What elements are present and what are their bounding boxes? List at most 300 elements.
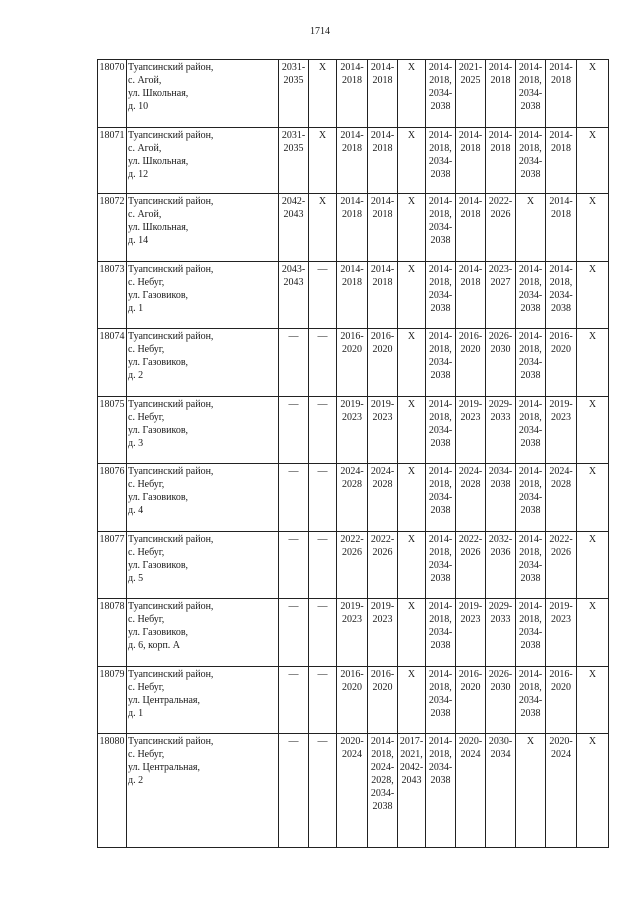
term-cell	[546, 397, 577, 464]
term-line: 2038	[430, 640, 451, 651]
term-line: 2019-	[458, 399, 483, 410]
term-cell	[426, 262, 456, 329]
row-id: 18079	[98, 667, 127, 734]
address-line: ул. Центральная,	[128, 695, 201, 706]
term-cell	[398, 397, 426, 464]
table-row	[98, 667, 609, 734]
term-cell	[486, 194, 516, 262]
term-cell	[337, 532, 368, 599]
table-row	[98, 532, 609, 599]
term-line: 2018,	[519, 614, 542, 625]
term-cell	[486, 734, 516, 848]
term-line: 2038	[520, 370, 541, 381]
term-cell	[486, 262, 516, 329]
term-line: 2023	[551, 614, 571, 625]
term-line: 2018	[460, 143, 481, 154]
term-line: X	[588, 130, 597, 141]
term-line: 2014-	[340, 196, 364, 207]
term-cell	[279, 128, 309, 194]
term-cell	[456, 60, 486, 128]
term-cell	[546, 194, 577, 262]
term-line: 2034-	[518, 695, 543, 706]
term-cell	[546, 532, 577, 599]
term-line: 2018,	[429, 479, 452, 490]
address-line: Туапсинский район,	[128, 62, 214, 73]
term-cell	[279, 194, 309, 262]
term-line: 2014-	[518, 130, 543, 141]
term-cell	[486, 60, 516, 128]
term-line: 2023	[372, 614, 393, 625]
term-line: 2026-	[488, 669, 513, 680]
term-line: 2014-	[518, 264, 543, 275]
term-cell	[546, 734, 577, 848]
term-cell	[456, 329, 486, 397]
term-line: 2014-	[549, 196, 573, 207]
term-cell	[486, 667, 516, 734]
term-line: X	[588, 264, 597, 275]
term-cell	[398, 734, 426, 848]
term-line: 2018,	[429, 749, 452, 760]
term-line: 2038	[520, 708, 541, 719]
term-line: 2023	[460, 614, 481, 625]
term-line: 2016-	[549, 669, 573, 680]
address-line: ул. Школьная,	[128, 88, 189, 99]
page-number: 1714	[310, 26, 330, 37]
term-cell	[426, 667, 456, 734]
term-line: 2018	[460, 277, 481, 288]
term-line: X	[407, 534, 416, 545]
address-line: ул. Газовиков,	[128, 357, 189, 368]
term-line: 2019-	[549, 399, 573, 410]
term-line: 2026	[551, 547, 571, 558]
address-line: ул. Газовиков,	[128, 492, 189, 503]
term-line: 2018	[460, 209, 481, 220]
term-line: X	[318, 130, 327, 141]
term-line: 2018	[342, 277, 362, 288]
address-line: д. 5	[128, 573, 144, 584]
address-line: с. Агой,	[128, 143, 162, 154]
term-line: 2038	[430, 775, 451, 786]
term-line: 2018,	[429, 143, 452, 154]
term-line: X	[407, 62, 416, 73]
term-cell	[577, 464, 609, 532]
term-line: 2018	[490, 143, 511, 154]
term-cell	[486, 599, 516, 667]
term-line: 2022-	[549, 534, 573, 545]
term-line: 2043	[283, 209, 304, 220]
address-cell	[127, 397, 279, 464]
term-line: X	[588, 669, 597, 680]
term-cell	[398, 464, 426, 532]
term-cell	[426, 329, 456, 397]
term-cell	[516, 532, 546, 599]
term-cell	[516, 397, 546, 464]
term-cell	[368, 60, 398, 128]
address-cell	[127, 532, 279, 599]
term-cell	[309, 128, 337, 194]
term-line: 2042-	[281, 196, 306, 207]
term-line: 2018,	[429, 209, 452, 220]
term-cell	[456, 532, 486, 599]
term-line: 2024	[460, 749, 481, 760]
term-cell	[368, 329, 398, 397]
term-line: 2018,	[519, 412, 542, 423]
term-line: 2030-	[488, 736, 513, 747]
term-cell	[309, 667, 337, 734]
address-cell	[127, 194, 279, 262]
term-line: 2022-	[340, 534, 364, 545]
table-row	[98, 329, 609, 397]
term-line: 2020	[551, 682, 571, 693]
term-cell	[337, 397, 368, 464]
term-line: 2018	[372, 209, 393, 220]
term-line: 2018	[551, 75, 571, 86]
term-cell	[279, 329, 309, 397]
term-cell	[516, 128, 546, 194]
term-cell	[456, 262, 486, 329]
term-line: 2018,	[519, 682, 542, 693]
term-line: —	[317, 331, 328, 342]
row-id: 18074	[98, 329, 127, 397]
term-line: 2023	[342, 614, 362, 625]
term-cell	[368, 599, 398, 667]
term-cell	[398, 667, 426, 734]
term-cell	[279, 734, 309, 848]
table-row	[98, 599, 609, 667]
term-line: X	[318, 62, 327, 73]
term-line: —	[288, 669, 299, 680]
term-line: X	[588, 62, 597, 73]
address-line: ул. Газовиков,	[128, 627, 189, 638]
term-cell	[577, 397, 609, 464]
address-line: д. 6, корп. А	[128, 640, 181, 651]
term-line: 2014-	[518, 399, 543, 410]
term-line: 2034-	[428, 222, 453, 233]
term-line: 2018	[342, 143, 362, 154]
term-cell	[456, 464, 486, 532]
address-line: Туапсинский район,	[128, 264, 214, 275]
term-line: 2031-	[281, 130, 306, 141]
term-cell	[279, 397, 309, 464]
term-line: 2014-	[518, 601, 543, 612]
term-line: 2038	[520, 169, 541, 180]
term-cell	[279, 262, 309, 329]
row-id: 18078	[98, 599, 127, 667]
term-line: 2022-	[488, 196, 513, 207]
term-cell	[279, 667, 309, 734]
address-line: с. Небуг,	[128, 479, 165, 490]
term-cell	[577, 667, 609, 734]
term-line: 2029-	[488, 399, 513, 410]
term-cell	[368, 532, 398, 599]
term-cell	[426, 599, 456, 667]
term-line: 2018	[490, 75, 511, 86]
term-line: 2024-	[370, 762, 395, 773]
term-line: 2027	[490, 277, 511, 288]
term-cell	[486, 329, 516, 397]
term-line: 2032-	[488, 534, 513, 545]
address-line: ул. Газовиков,	[128, 425, 189, 436]
term-cell	[309, 734, 337, 848]
term-line: 2021,	[400, 749, 423, 760]
term-line: 2026	[460, 547, 481, 558]
term-cell	[398, 128, 426, 194]
row-id: 18080	[98, 734, 127, 848]
term-cell	[309, 464, 337, 532]
term-line: —	[317, 399, 328, 410]
term-line: 2023-	[488, 264, 513, 275]
address-line: Туапсинский район,	[128, 736, 214, 747]
term-cell	[398, 599, 426, 667]
term-line: 2024-	[370, 466, 395, 477]
term-cell	[309, 194, 337, 262]
term-line: 2014-	[428, 669, 453, 680]
term-line: 2014-	[518, 466, 543, 477]
term-line: 2034-	[428, 357, 453, 368]
term-line: 2033	[490, 614, 511, 625]
address-line: Туапсинский район,	[128, 196, 214, 207]
term-line: 2016-	[549, 331, 573, 342]
term-line: 2020	[460, 682, 481, 693]
term-line: 2034-	[488, 466, 513, 477]
term-line: 2028	[372, 479, 393, 490]
term-line: 2025	[460, 75, 481, 86]
term-cell	[337, 262, 368, 329]
term-line: 2043-	[281, 264, 306, 275]
term-line: 2020	[372, 344, 393, 355]
term-line: 2038	[430, 438, 451, 449]
term-cell	[546, 262, 577, 329]
term-cell	[309, 329, 337, 397]
term-line: 2019-	[458, 601, 483, 612]
term-line: X	[526, 196, 535, 207]
term-cell	[546, 464, 577, 532]
address-line: д. 2	[128, 370, 144, 381]
term-line: X	[588, 331, 597, 342]
term-cell	[456, 128, 486, 194]
address-line: с. Небуг,	[128, 682, 165, 693]
term-line: 2018,	[429, 412, 452, 423]
term-line: 2034-	[518, 357, 543, 368]
term-line: 2022-	[458, 534, 483, 545]
term-line: 2038	[520, 505, 541, 516]
term-cell	[398, 329, 426, 397]
term-cell	[309, 532, 337, 599]
term-line: —	[288, 399, 299, 410]
address-cell	[127, 262, 279, 329]
address-line: с. Небуг,	[128, 412, 165, 423]
term-line: 2014-	[428, 534, 453, 545]
term-cell	[368, 128, 398, 194]
term-line: —	[317, 669, 328, 680]
term-line: 2014-	[428, 62, 453, 73]
term-line: 2026-	[488, 331, 513, 342]
term-cell	[486, 397, 516, 464]
term-line: 2014-	[518, 669, 543, 680]
table-row	[98, 262, 609, 329]
address-line: Туапсинский район,	[128, 399, 214, 410]
term-line: 2018,	[519, 547, 542, 558]
term-line: 2038	[520, 101, 541, 112]
term-line: 2014-	[458, 264, 483, 275]
term-line: 2020	[372, 682, 393, 693]
term-line: 2038	[430, 235, 451, 246]
term-line: —	[288, 466, 299, 477]
term-cell	[516, 464, 546, 532]
term-line: 2018,	[519, 344, 542, 355]
term-line: 2034-	[428, 695, 453, 706]
term-cell	[486, 464, 516, 532]
term-cell	[279, 532, 309, 599]
term-cell	[577, 128, 609, 194]
term-line: —	[317, 466, 328, 477]
term-line: 2035	[283, 143, 304, 154]
term-cell	[337, 329, 368, 397]
term-line: 2038	[430, 370, 451, 381]
term-line: 2014-	[488, 130, 513, 141]
address-line: Туапсинский район,	[128, 601, 214, 612]
term-line: 2018,	[429, 614, 452, 625]
term-cell	[516, 60, 546, 128]
term-line: 2018,	[519, 479, 542, 490]
address-line: ул. Центральная,	[128, 762, 201, 773]
address-line: с. Агой,	[128, 75, 162, 86]
term-cell	[456, 599, 486, 667]
term-line: 2023	[372, 412, 393, 423]
term-cell	[279, 60, 309, 128]
address-line: ул. Газовиков,	[128, 290, 189, 301]
term-line: 2030	[490, 682, 511, 693]
term-line: 2018,	[371, 749, 394, 760]
term-line: —	[317, 601, 328, 612]
term-line: 2038	[520, 303, 541, 314]
term-cell	[577, 262, 609, 329]
term-line: X	[588, 196, 597, 207]
term-cell	[516, 734, 546, 848]
term-line: 2018	[342, 75, 362, 86]
address-cell	[127, 599, 279, 667]
term-cell	[546, 60, 577, 128]
row-id: 18070	[98, 60, 127, 128]
term-cell	[337, 60, 368, 128]
term-cell	[368, 194, 398, 262]
term-line: X	[588, 534, 597, 545]
address-cell	[127, 464, 279, 532]
term-line: 2016-	[458, 669, 483, 680]
term-cell	[456, 194, 486, 262]
term-cell	[426, 464, 456, 532]
term-line: 2014-	[428, 399, 453, 410]
term-line: 2014-	[458, 130, 483, 141]
term-line: 2014-	[458, 196, 483, 207]
term-line: 2018	[342, 209, 362, 220]
term-line: 2043	[401, 775, 422, 786]
term-line: X	[407, 130, 416, 141]
term-cell	[546, 128, 577, 194]
term-line: 2020-	[549, 736, 573, 747]
term-line: 2020	[342, 682, 362, 693]
row-id: 18073	[98, 262, 127, 329]
term-cell	[426, 128, 456, 194]
term-line: 2034-	[518, 156, 543, 167]
term-cell	[279, 464, 309, 532]
term-line: 2014-	[428, 466, 453, 477]
term-line: 2016-	[340, 669, 364, 680]
term-line: X	[588, 736, 597, 747]
term-cell	[516, 599, 546, 667]
term-line: 2014-	[370, 196, 395, 207]
term-cell	[309, 60, 337, 128]
term-line: 2023	[342, 412, 362, 423]
term-line: 2014-	[428, 736, 453, 747]
address-line: д. 12	[128, 169, 149, 180]
term-line: 2038	[430, 101, 451, 112]
term-cell	[516, 194, 546, 262]
term-line: X	[588, 466, 597, 477]
address-line: Туапсинский район,	[128, 331, 214, 342]
term-cell	[426, 194, 456, 262]
term-line: 2038	[430, 708, 451, 719]
term-cell	[546, 667, 577, 734]
address-cell	[127, 329, 279, 397]
term-line: 2014-	[488, 62, 513, 73]
housing-register-table	[97, 59, 609, 848]
term-line: 2020	[551, 344, 571, 355]
term-line: 2038	[520, 640, 541, 651]
term-cell	[456, 397, 486, 464]
term-line: 2034	[490, 749, 511, 760]
term-line: 2014-	[428, 196, 453, 207]
term-line: 2014-	[370, 62, 395, 73]
term-cell	[337, 599, 368, 667]
term-line: 2034-	[518, 88, 543, 99]
term-cell	[516, 667, 546, 734]
term-line: 2034-	[518, 492, 543, 503]
term-line: X	[407, 196, 416, 207]
term-line: 2014-	[549, 130, 573, 141]
term-cell	[279, 599, 309, 667]
term-line: 2028	[551, 479, 571, 490]
term-line: 2014-	[428, 264, 453, 275]
term-line: —	[317, 534, 328, 545]
term-cell	[309, 262, 337, 329]
term-line: 2018,	[429, 682, 452, 693]
term-cell	[577, 532, 609, 599]
term-line: 2020	[342, 344, 362, 355]
term-line: 2038	[430, 573, 451, 584]
term-line: —	[288, 534, 299, 545]
address-line: д. 2	[128, 775, 144, 786]
term-cell	[337, 667, 368, 734]
term-line: 2034-	[428, 492, 453, 503]
term-line: 2034-	[428, 762, 453, 773]
term-line: 2034-	[370, 788, 395, 799]
term-cell	[426, 734, 456, 848]
term-line: 2019-	[370, 601, 395, 612]
term-line: 2014-	[518, 534, 543, 545]
term-line: 2023	[460, 412, 481, 423]
term-cell	[486, 128, 516, 194]
term-line: 2014-	[370, 264, 395, 275]
term-line: 2014-	[428, 601, 453, 612]
term-cell	[368, 667, 398, 734]
term-line: X	[407, 264, 416, 275]
term-line: 2038	[372, 801, 393, 812]
term-line: 2018	[551, 209, 571, 220]
address-line: ул. Газовиков,	[128, 560, 189, 571]
address-line: д. 10	[128, 101, 149, 112]
term-line: 2033	[490, 412, 511, 423]
